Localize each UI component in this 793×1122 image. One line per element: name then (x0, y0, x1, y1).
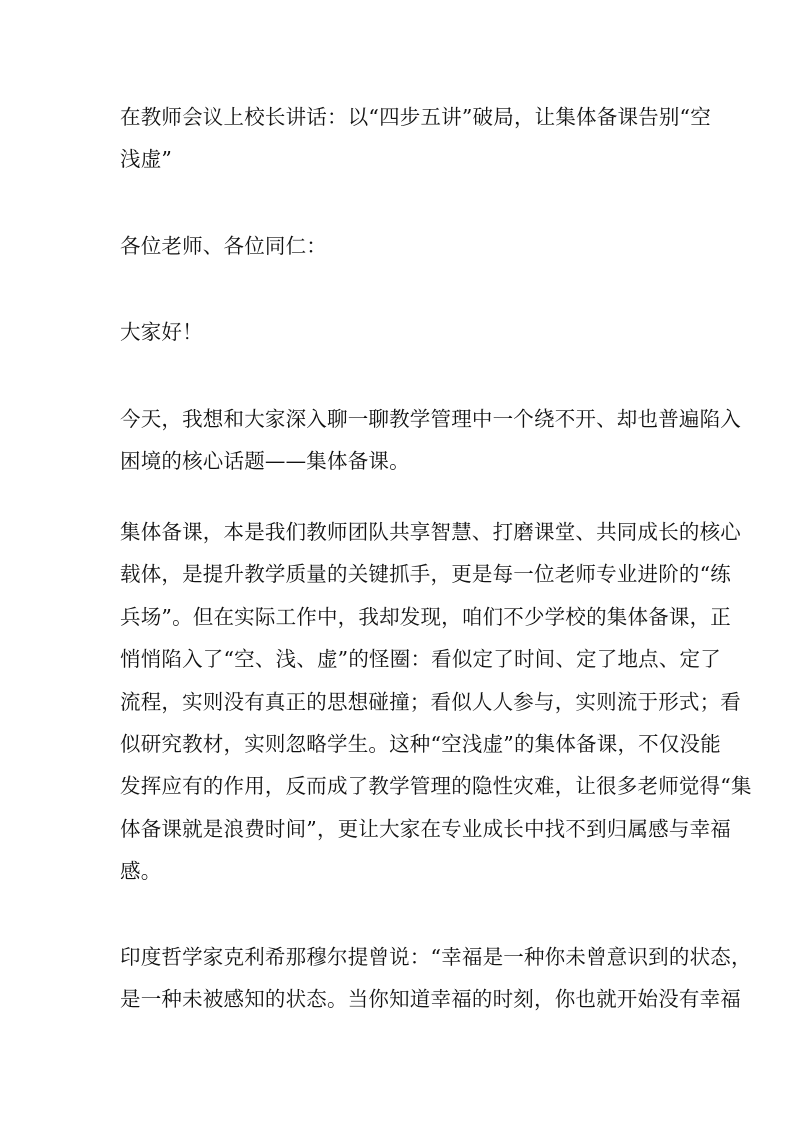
paragraph-2-line-8: 体备课就是浪费时间”，更让大家在专业成长中找不到归属感与幸福 (120, 817, 731, 841)
paragraph-2-line-9: 感。 (120, 859, 162, 883)
paragraph-3-line-2: 是一种未被感知的状态。当你知道幸福的时刻，你也就开始没有幸福 (120, 987, 741, 1011)
paragraph-2-line-6: 似研究教材，实则忽略学生。这种“空浅虚”的集体备课，不仅没能 (120, 732, 721, 756)
document-title-line-2: 浅虚” (120, 147, 173, 171)
greeting: 大家好！ (120, 320, 203, 344)
paragraph-2-line-1: 集体备课，本是我们教师团队共享智慧、打磨课堂、共同成长的核心 (120, 520, 741, 544)
paragraph-2-line-2: 载体，是提升教学质量的关键抓手，更是每一位老师专业进阶的“练 (120, 562, 731, 586)
paragraph-2-line-4: 悄悄陷入了“空、浅、虚”的怪圈：看似定了时间、定了地点、定了 (120, 647, 721, 671)
paragraph-1-line-1: 今天，我想和大家深入聊一聊教学管理中一个绕不开、却也普遍陷入 (120, 407, 741, 431)
paragraph-2-line-7: 发挥应有的作用，反而成了教学管理的隐性灾难，让很多老师觉得“集 (120, 774, 752, 798)
document-title-line-1: 在教师会议上校长讲话：以“四步五讲”破局，让集体备课告别“空 (120, 105, 711, 129)
salutation: 各位老师、各位同仁： (120, 234, 327, 258)
paragraph-2-line-5: 流程，实则没有真正的思想碰撞；看似人人参与，实则流于形式；看 (120, 690, 741, 714)
paragraph-1-line-2: 困境的核心话题——集体备课。 (120, 449, 410, 473)
paragraph-3-line-1: 印度哲学家克利希那穆尔提曾说：“幸福是一种你未曾意识到的状态， (120, 945, 752, 969)
paragraph-2-line-3: 兵场”。但在实际工作中，我却发现，咱们不少学校的集体备课，正 (120, 605, 731, 629)
